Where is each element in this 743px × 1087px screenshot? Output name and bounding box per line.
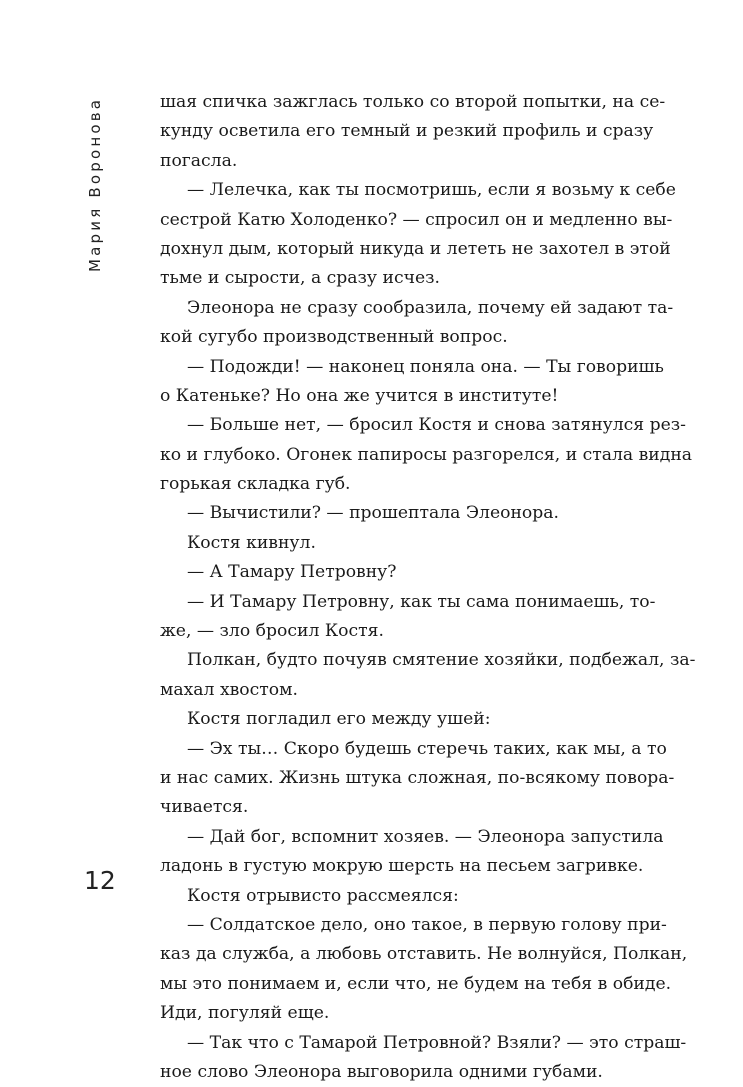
text-line: каз да служба, а любовь отставить. Не волнуйся, Полкан, [160, 944, 688, 965]
text-line: — Солдатское дело, оно такое, в первую голову при- [187, 914, 667, 935]
text-line: тьме и сырости, а сразу исчез. [160, 268, 440, 289]
text-line: кунду осветила его темный и резкий профиль и сразу [160, 121, 654, 142]
text-line: Костя погладил его между ушей: [187, 709, 491, 730]
text-line: Иди, погуляй еще. [160, 1003, 330, 1024]
body-text [160, 88, 696, 1087]
running-head-author: Мария Воронова [86, 96, 104, 272]
text-line: — А Тамару Петровну? [187, 562, 397, 583]
text-line: о Катеньке? Но она же учится в институте! [160, 385, 559, 406]
text-line: — Эх ты… Скоро будешь стеречь таких, как мы, а то [187, 738, 667, 759]
text-line: — Подожди! — наконец поняла она. — Ты говоришь [187, 356, 664, 377]
text-line: сестрой Катю Холоденко? — спросил он и медленно вы- [160, 209, 673, 230]
text-line: — Лелечка, как ты посмотришь, если я возьму к себе [187, 180, 676, 201]
text-line: чивается. [160, 797, 249, 818]
text-line: — Больше нет, — бросил Костя и снова затянулся рез- [187, 415, 686, 436]
text-line: Костя кивнул. [187, 532, 316, 553]
text-line: горькая складка губ. [160, 474, 351, 495]
text-line: Полкан, будто почуяв смятение хозяйки, подбежал, за- [187, 650, 696, 671]
text-line: шая спичка зажглась только со второй попытки, на се- [160, 92, 666, 112]
text-line: ко и глубоко. Огонек папиросы разгорелся, и стала видна [160, 444, 693, 465]
text-line: погасла. [160, 150, 238, 171]
text-line: — Дай бог, вспомнит хозяев. — Элеонора запустила [187, 826, 664, 847]
text-line: махал хвостом. [160, 679, 298, 700]
text-line: же, — зло бросил Костя. [160, 621, 384, 642]
text-line: кой сугубо производственный вопрос. [160, 327, 508, 348]
text-line: ное слово Элеонора выговорила одними губами. [160, 1061, 603, 1082]
text-line: — Так что с Тамарой Петровной? Взяли? — это страш- [187, 1032, 687, 1053]
text-line: Элеонора не сразу сообразила, почему ей задают та- [187, 297, 674, 318]
text-line: мы это понимаем и, если что, не будем на тебя в обиде. [160, 973, 672, 994]
text-line: — Вычистили? — прошептала Элеонора. [187, 503, 559, 524]
text-line: и нас самих. Жизнь штука сложная, по-всякому повора- [160, 767, 675, 788]
text-line: Костя отрывисто рассмеялся: [187, 885, 459, 906]
text-line: — И Тамару Петровну, как ты сама понимаешь, то- [187, 591, 656, 612]
page-number: 12 [84, 866, 116, 895]
text-line: дохнул дым, который никуда и лететь не захотел в этой [160, 238, 671, 259]
text-line: ладонь в густую мокрую шерсть на песьем загривке. [160, 856, 644, 877]
